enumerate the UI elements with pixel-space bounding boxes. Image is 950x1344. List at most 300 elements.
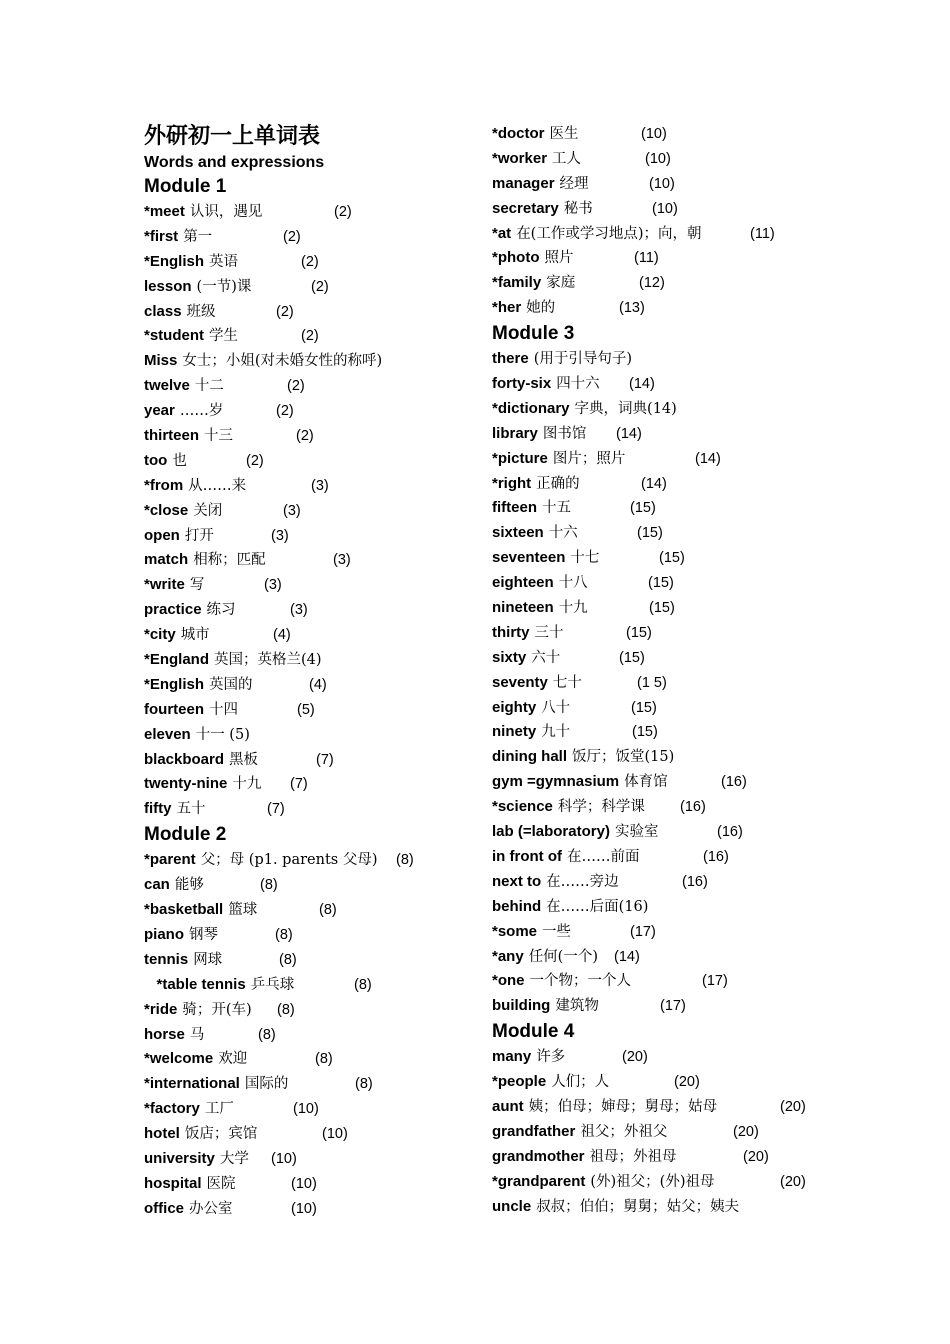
vocab-entry: [144, 374, 474, 399]
vocab-entry: [144, 797, 474, 822]
vocab-word: *factory: [144, 1100, 200, 1118]
vocab-entry: [144, 424, 474, 449]
vocab-entry: [144, 1072, 474, 1097]
vocab-page-ref: (17): [630, 923, 656, 940]
vocab-meaning: 任何(一个): [528, 948, 599, 965]
vocab-word: eleven: [144, 725, 191, 743]
vocab-entry: [492, 422, 822, 447]
vocab-entry: [144, 250, 474, 275]
vocab-word: nineteen: [492, 599, 554, 617]
vocab-word: *close: [144, 501, 189, 519]
vocab-meaning: 经理: [559, 175, 589, 192]
vocab-word: hotel: [144, 1125, 180, 1143]
vocab-word: fourteen: [144, 700, 204, 718]
word-list-right: [492, 122, 822, 1219]
vocab-word: *parent: [144, 851, 196, 869]
vocab-word: twenty-nine: [144, 775, 228, 793]
vocab-meaning: 一些: [542, 923, 572, 940]
vocab-word: too: [144, 451, 168, 469]
vocab-word: grandmother: [492, 1147, 585, 1165]
module-heading: Module 1: [144, 176, 227, 197]
vocab-entry: [492, 372, 822, 397]
vocab-word: *international: [144, 1075, 240, 1093]
vocab-page-ref: (8): [355, 1076, 373, 1093]
vocab-meaning: 她的: [526, 300, 556, 317]
vocab-word: blackboard: [144, 750, 225, 768]
vocab-page-ref: (13): [619, 300, 645, 317]
vocab-word: building: [492, 997, 551, 1015]
vocab-page-ref: (11): [634, 250, 659, 267]
vocab-meaning: 科学；科学课: [557, 799, 645, 816]
vocab-entry: [144, 973, 474, 998]
vocab-entry: [144, 923, 474, 948]
vocab-word: *ride: [144, 1000, 178, 1018]
vocab-page-ref: (2): [283, 228, 301, 245]
vocab-word: tennis: [144, 950, 189, 968]
vocab-meaning: 四十六: [556, 376, 600, 393]
vocab-entry: [144, 1172, 474, 1197]
vocab-word: *any: [492, 947, 524, 965]
right-column: [492, 122, 822, 1219]
vocab-word: can: [144, 876, 170, 894]
vocab-meaning: 五十: [176, 801, 206, 818]
vocab-page-ref: (2): [287, 378, 305, 395]
vocab-meaning: 人们；人: [551, 1074, 610, 1091]
vocab-page-ref: (20): [733, 1123, 759, 1140]
vocab-page-ref: (10): [271, 1150, 297, 1167]
vocab-entry: [144, 499, 474, 524]
vocab-word: *at: [492, 224, 512, 242]
vocab-word: hospital: [144, 1174, 202, 1192]
vocab-page-ref: (8): [396, 852, 414, 869]
vocab-page-ref: (8): [258, 1026, 276, 1043]
vocab-word: *city: [144, 626, 176, 644]
vocab-entry: [144, 1047, 474, 1072]
vocab-meaning: 六十: [531, 649, 561, 666]
vocab-page-ref: (3): [333, 552, 351, 569]
vocab-page-ref: (15): [659, 550, 685, 567]
vocab-entry: [492, 546, 822, 571]
vocab-word: seventy: [492, 673, 548, 691]
vocab-page-ref: (10): [645, 150, 671, 167]
vocab-page-ref: (7): [267, 801, 285, 818]
vocab-entry: [492, 571, 822, 596]
vocab-entry: [144, 1097, 474, 1122]
vocab-entry: [144, 648, 474, 673]
vocab-entry: [492, 447, 822, 472]
vocab-meaning: 城市: [180, 627, 210, 644]
vocab-entry: [492, 397, 822, 422]
vocab-entry: [492, 1095, 822, 1120]
vocab-entry: [492, 870, 822, 895]
vocab-word: year: [144, 402, 175, 420]
vocab-page-ref: (20): [780, 1173, 806, 1190]
vocab-meaning: 篮球: [228, 902, 258, 919]
vocab-word: *meet: [144, 203, 185, 220]
vocab-word: university: [144, 1149, 215, 1167]
vocab-page-ref: (3): [283, 502, 301, 519]
vocab-entry: [492, 172, 822, 197]
vocab-entry: [144, 573, 474, 598]
vocab-entry: [492, 122, 822, 147]
vocab-entry: [492, 296, 822, 321]
vocab-meaning: 在……前面: [566, 848, 640, 865]
vocab-page-ref: (10): [652, 200, 678, 217]
vocab-entry: [492, 246, 822, 271]
vocab-entry: [144, 1122, 474, 1147]
vocab-meaning: 祖母；外祖母: [589, 1148, 677, 1165]
vocab-word: grandfather: [492, 1122, 576, 1140]
vocab-meaning: 在……后面(16): [546, 898, 649, 915]
vocab-entry: [144, 623, 474, 648]
vocab-page-ref: (8): [275, 926, 293, 943]
vocab-meaning: 十四: [209, 701, 238, 718]
vocab-page-ref: (17): [702, 973, 728, 990]
vocab-entry: [492, 795, 822, 820]
vocab-word: sixteen: [492, 524, 544, 542]
vocab-word: thirty: [492, 623, 530, 641]
vocab-entry: [144, 723, 474, 748]
vocab-meaning: 在(工作或学习地点)；向，朝: [516, 225, 702, 242]
module-heading: Module 4: [492, 1021, 575, 1043]
vocab-entry: [492, 696, 822, 721]
vocab-entry: [492, 271, 822, 296]
vocab-page-ref: (3): [271, 527, 289, 544]
vocab-page-ref: (10): [291, 1200, 317, 1217]
vocab-meaning: 十八: [558, 575, 588, 592]
vocab-page-ref: (14): [695, 450, 721, 467]
vocab-entry: [492, 1195, 822, 1220]
vocab-meaning: (用于引导句子): [533, 351, 633, 368]
vocab-meaning: 九十: [541, 724, 571, 741]
vocab-meaning: 工厂: [204, 1101, 234, 1118]
vocab-meaning: 图片；照片: [552, 450, 626, 467]
vocab-page-ref: (14): [614, 948, 640, 965]
vocab-word: lab (=laboratory): [492, 823, 610, 841]
vocab-meaning: 十七: [570, 550, 600, 567]
vocab-word: fifty: [144, 800, 172, 818]
vocab-page-ref: (20): [743, 1148, 769, 1165]
vocab-word: next to: [492, 872, 542, 890]
vocab-entry: [144, 399, 474, 424]
vocab-meaning: 骑；开(车): [182, 1001, 252, 1018]
vocab-word: *picture: [492, 449, 548, 467]
vocab-page-ref: (15): [630, 500, 656, 517]
vocab-word: *write: [144, 576, 185, 594]
vocab-meaning: 班级: [186, 303, 216, 320]
vocab-meaning: 一个物；一个人: [529, 973, 632, 990]
vocab-meaning: (外)祖父；(外)祖母: [590, 1173, 715, 1190]
vocab-page-ref: (2): [311, 278, 329, 295]
vocab-entry: [492, 845, 822, 870]
vocab-meaning: 十一 (5): [195, 726, 250, 743]
vocab-meaning: 十九: [232, 776, 262, 793]
vocab-word: office: [144, 1199, 185, 1217]
vocab-meaning: 字典，词典(14): [574, 400, 677, 417]
vocab-meaning: 英国；英格兰(4): [214, 652, 322, 669]
vocab-meaning: 饭店；宾馆: [184, 1126, 258, 1143]
vocab-meaning: 八十: [541, 699, 571, 716]
vocab-word: *some: [492, 922, 538, 940]
vocab-word: there: [492, 350, 529, 368]
vocab-word: eighteen: [492, 574, 554, 592]
vocab-entry: [492, 197, 822, 222]
vocab-page-ref: (20): [780, 1098, 806, 1115]
vocab-entry: [144, 748, 474, 773]
vocab-word: gym =gymnasium: [492, 773, 620, 791]
vocab-meaning: 三十: [534, 624, 564, 641]
vocab-entry: [144, 698, 474, 723]
vocab-meaning: 十六: [548, 525, 578, 542]
vocab-page-ref: (11): [750, 225, 775, 242]
vocab-meaning: 医生: [549, 126, 579, 142]
vocab-word: class: [144, 302, 182, 320]
module-heading: Module 3: [492, 323, 575, 345]
vocab-page-ref: (10): [322, 1126, 348, 1143]
vocab-word: uncle: [492, 1197, 532, 1215]
vocab-word: open: [144, 526, 180, 544]
vocab-page-ref: (15): [626, 624, 652, 641]
vocab-meaning: 网球: [193, 951, 223, 968]
vocab-entry: [492, 347, 822, 372]
vocab-meaning: 七十: [552, 674, 582, 691]
vocab-meaning: 关闭: [193, 502, 223, 519]
vocab-meaning: 家庭: [546, 275, 576, 292]
vocab-page-ref: (15): [648, 575, 674, 592]
vocab-entry: [144, 474, 474, 499]
vocab-word: piano: [144, 925, 184, 943]
vocab-entry: [144, 449, 474, 474]
vocab-word: *right: [492, 474, 532, 492]
vocab-page-ref: (2): [334, 204, 352, 220]
vocab-entry: [492, 222, 822, 247]
vocab-entry: [492, 472, 822, 497]
module-heading: Module 2: [144, 824, 227, 846]
vocab-word: seventeen: [492, 549, 566, 567]
vocab-meaning: 英语: [209, 253, 239, 270]
left-column: [144, 122, 474, 1222]
vocab-word: *English: [144, 675, 205, 693]
vocab-page-ref: (1 5): [637, 674, 667, 691]
vocab-entry: [492, 920, 822, 945]
vocab-meaning: 学生: [209, 328, 238, 345]
vocab-page-ref: (10): [293, 1101, 319, 1118]
vocab-word: *family: [492, 274, 542, 292]
vocab-entry: [492, 646, 822, 671]
vocab-page-ref: (16): [703, 848, 729, 865]
vocab-entry: [492, 994, 822, 1019]
vocab-page-ref: (14): [616, 425, 642, 442]
vocab-word: aunt: [492, 1097, 524, 1115]
vocab-entry: [492, 745, 822, 770]
vocab-entry: [144, 1023, 474, 1048]
vocab-page-ref: (20): [622, 1049, 648, 1066]
vocab-meaning: 也: [172, 452, 187, 469]
vocab-word: eighty: [492, 698, 537, 716]
vocab-entry: [144, 300, 474, 325]
page-title: 外研初一上单词表: [144, 124, 321, 149]
vocab-page-ref: (16): [680, 799, 706, 816]
vocab-meaning: 国际的: [244, 1076, 289, 1093]
vocab-meaning: 相称；匹配: [193, 552, 266, 569]
vocab-page-ref: (8): [354, 976, 372, 993]
vocab-meaning: 许多: [536, 1049, 566, 1066]
vocab-word: *from: [144, 476, 184, 494]
vocab-page-ref: (10): [641, 126, 667, 142]
vocab-meaning: 十五: [542, 500, 571, 517]
vocab-entry: [144, 225, 474, 250]
vocab-word: behind: [492, 897, 542, 915]
page-subtitle: Words and expressions: [144, 154, 325, 171]
vocab-entry: [492, 671, 822, 696]
vocab-word: Miss: [144, 352, 178, 370]
vocab-page-ref: (15): [649, 600, 675, 617]
vocab-page-ref: (14): [629, 376, 655, 393]
vocab-meaning: 秘书: [563, 200, 593, 217]
vocab-page-ref: (2): [296, 428, 314, 445]
vocab-entry: [144, 898, 474, 923]
vocab-meaning: 正确的: [536, 475, 580, 492]
vocab-meaning: 图书馆: [542, 425, 587, 442]
vocab-meaning: 十三: [204, 428, 234, 445]
vocab-entry: [144, 873, 474, 898]
vocab-page-ref: (8): [279, 951, 297, 968]
vocab-word: *doctor: [492, 125, 545, 142]
vocab-page-ref: (14): [641, 475, 667, 492]
vocab-page-ref: (16): [721, 774, 747, 791]
vocab-word: *basketball: [144, 901, 224, 919]
vocab-entry: [492, 621, 822, 646]
vocab-page-ref: (8): [260, 877, 278, 894]
vocab-page-ref: (15): [619, 649, 645, 666]
vocab-word: dining hall: [492, 748, 567, 766]
vocab-page-ref: (4): [309, 676, 327, 693]
vocab-entry: [144, 548, 474, 573]
vocab-entry: [144, 275, 474, 300]
vocab-meaning: 从……来: [188, 477, 247, 494]
vocab-page-ref: (10): [649, 175, 675, 192]
vocab-meaning: 叔叔；伯伯；舅舅；姑父；姨夫: [536, 1198, 740, 1215]
vocab-meaning: 在……旁边: [546, 873, 619, 890]
vocab-meaning: 写: [189, 577, 205, 594]
vocab-entry: [144, 349, 474, 374]
vocab-word: *student: [144, 327, 204, 345]
vocab-entry: [492, 945, 822, 970]
vocab-meaning: 马: [189, 1026, 205, 1043]
vocab-meaning: (一节)课: [196, 278, 252, 295]
vocab-meaning: 练习: [206, 602, 236, 619]
vocab-entry: [144, 324, 474, 349]
vocab-entry: [492, 770, 822, 795]
vocab-word: manager: [492, 174, 555, 192]
vocab-meaning: 照片: [544, 250, 574, 267]
vocab-word: sixty: [492, 648, 527, 666]
vocab-meaning: 工人: [552, 150, 582, 167]
vocab-page-ref: (2): [276, 403, 294, 420]
vocab-word: forty-six: [492, 375, 552, 393]
vocab-word: *worker: [492, 149, 548, 167]
vocab-entry: [492, 596, 822, 621]
vocab-word: practice: [144, 601, 202, 619]
vocab-page-ref: (8): [319, 902, 337, 919]
vocab-word: *grandparent: [492, 1172, 586, 1190]
vocab-word: *people: [492, 1073, 547, 1091]
vocab-entry: [144, 598, 474, 623]
vocab-page-ref: (7): [316, 751, 334, 768]
vocab-entry: [492, 895, 822, 920]
vocab-word: *one: [492, 972, 525, 990]
vocab-entry: [492, 1120, 822, 1145]
vocab-word: *first: [144, 227, 179, 245]
vocab-meaning: ……岁: [179, 403, 224, 420]
vocab-entry: [492, 820, 822, 845]
vocab-meaning: 乒乓球: [250, 976, 295, 993]
vocab-meaning: 医院: [206, 1175, 236, 1192]
vocab-page-ref: (15): [631, 699, 657, 716]
vocab-page-ref: (15): [632, 724, 658, 741]
vocab-page-ref: (16): [682, 873, 708, 890]
vocab-meaning: 办公室: [189, 1200, 233, 1217]
vocab-meaning: 女士；小姐(对未婚女性的称呼): [182, 353, 383, 370]
vocab-word: twelve: [144, 377, 190, 395]
vocab-word: *English: [144, 252, 205, 270]
vocab-meaning: 姨；伯母；婶母；舅母；姑母: [528, 1098, 718, 1115]
vocab-entry: [492, 1170, 822, 1195]
vocab-meaning: 欢迎: [218, 1051, 248, 1068]
vocab-meaning: 建筑物: [555, 998, 599, 1015]
vocab-word: *welcome: [144, 1050, 214, 1068]
vocab-meaning: 十二: [194, 378, 224, 395]
vocab-word: *table tennis: [144, 975, 246, 993]
vocab-word: in front of: [492, 847, 562, 865]
vocab-page-ref: (4): [273, 627, 291, 644]
vocab-meaning: 能够: [174, 877, 204, 894]
vocab-entry: [144, 673, 474, 698]
vocab-word: fifteen: [492, 499, 537, 517]
vocab-page-ref: (16): [717, 824, 743, 841]
vocab-word: lesson: [144, 277, 192, 295]
vocab-page-ref: (8): [277, 1001, 295, 1018]
vocab-entry: [144, 1197, 474, 1222]
vocab-entry: [492, 496, 822, 521]
vocab-meaning: 打开: [184, 527, 214, 544]
vocab-meaning: 体育馆: [624, 774, 668, 791]
vocab-word: *England: [144, 651, 210, 669]
vocab-entry: [492, 720, 822, 745]
vocab-page-ref: (2): [301, 253, 319, 270]
vocab-page-ref: (8): [315, 1051, 333, 1068]
vocab-word: many: [492, 1048, 532, 1066]
vocab-page-ref: (3): [264, 577, 282, 594]
vocab-entry: [144, 200, 474, 225]
vocab-entry: [144, 948, 474, 973]
vocab-word: horse: [144, 1025, 185, 1043]
vocab-meaning: 实验室: [614, 824, 659, 841]
vocab-entry: [492, 969, 822, 994]
vocab-page-ref: (2): [246, 452, 264, 469]
vocab-word: *science: [492, 798, 553, 816]
vocab-entry: [144, 1147, 474, 1172]
vocab-word: match: [144, 551, 189, 569]
vocab-word: secretary: [492, 199, 559, 217]
vocab-page-ref: (20): [674, 1074, 700, 1091]
vocab-page-ref: (17): [660, 998, 686, 1015]
vocab-word: *photo: [492, 249, 540, 267]
vocab-meaning: 大学: [219, 1150, 249, 1167]
vocab-meaning: 第一: [183, 228, 213, 245]
vocab-entry: [492, 1070, 822, 1095]
vocab-word: thirteen: [144, 427, 200, 445]
